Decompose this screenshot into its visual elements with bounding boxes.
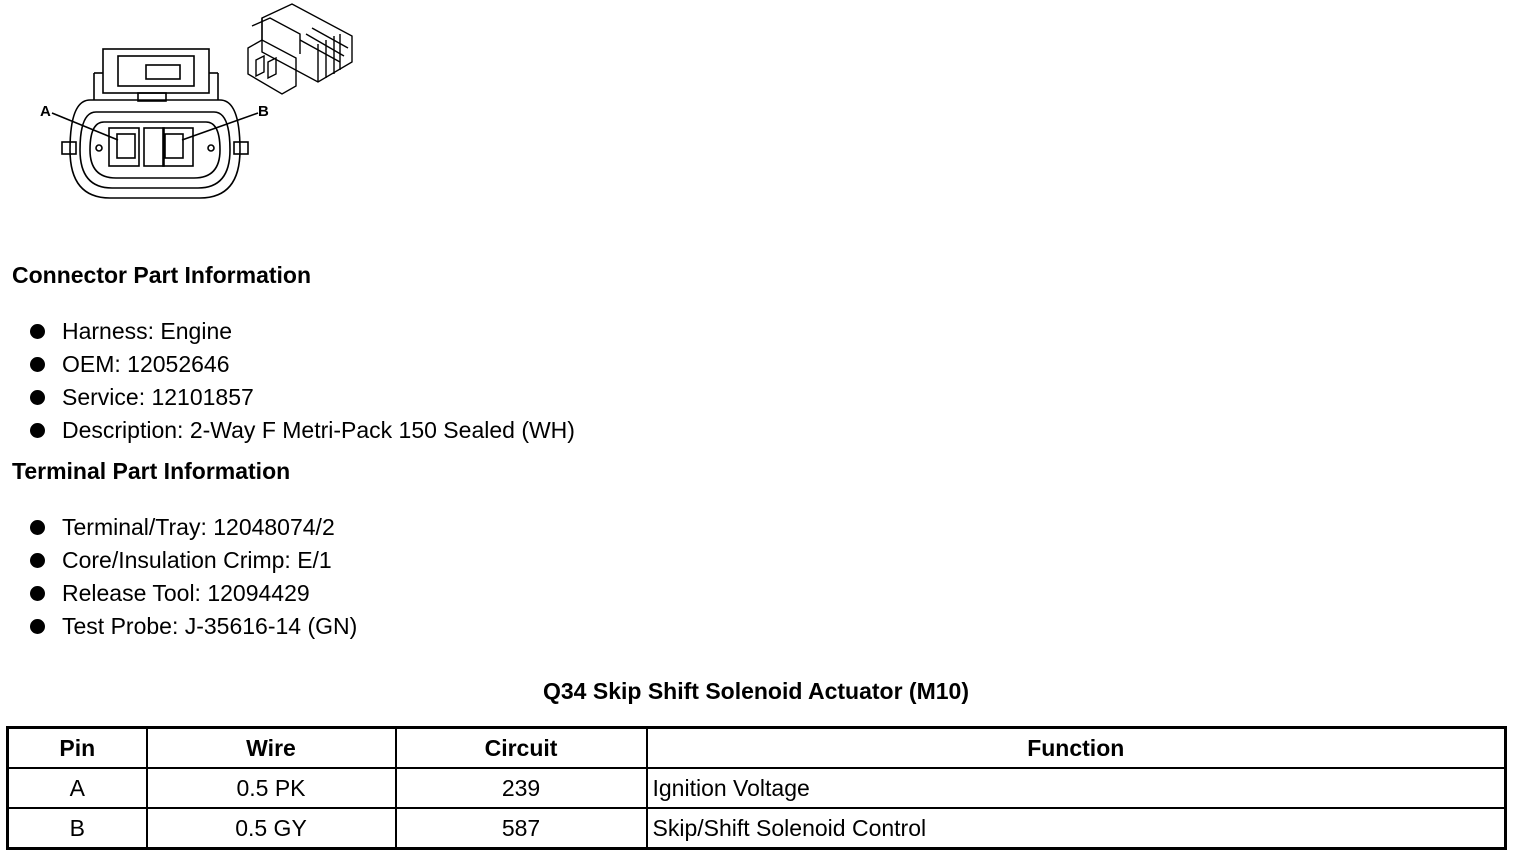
column-header-pin: Pin (8, 728, 147, 769)
cell-wire: 0.5 GY (147, 808, 396, 849)
bullet-icon (30, 324, 45, 339)
terminal-part-info-list (30, 511, 357, 643)
list-item: Test Probe: J-35616-14 (GN) (30, 610, 357, 643)
connector-part-info-list (30, 315, 575, 447)
list-item: Description: 2-Way F Metri-Pack 150 Sealed (WH) (30, 414, 575, 447)
connector-isometric-view (248, 4, 352, 94)
bullet-icon (30, 619, 45, 634)
connector-diagram (0, 0, 380, 220)
pin-label-b: B (258, 103, 269, 120)
pin-b-cavity (165, 134, 183, 158)
cell-pin: A (8, 768, 147, 808)
cell-circuit: 239 (396, 768, 647, 808)
list-item: Terminal/Tray: 12048074/2 (30, 511, 357, 544)
list-item: Service: 12101857 (30, 381, 575, 414)
cell-wire: 0.5 PK (147, 768, 396, 808)
column-header-wire: Wire (147, 728, 396, 769)
terminal-part-info-heading: Terminal Part Information (12, 458, 291, 484)
list-item: OEM: 12052646 (30, 348, 575, 381)
bullet-icon (30, 520, 45, 535)
pin-a-cavity (117, 134, 135, 158)
list-item: Harness: Engine (30, 315, 575, 348)
cell-circuit: 587 (396, 808, 647, 849)
list-item: Release Tool: 12094429 (30, 577, 357, 610)
cell-function: Skip/Shift Solenoid Control (647, 808, 1506, 849)
bullet-icon (30, 553, 45, 568)
bullet-icon (30, 390, 45, 405)
connector-part-info-heading: Connector Part Information (12, 262, 312, 288)
cell-function: Ignition Voltage (647, 768, 1506, 808)
table-row (8, 808, 1506, 849)
bullet-icon (30, 357, 45, 372)
cell-pin: B (8, 808, 147, 849)
bullet-icon (30, 586, 45, 601)
column-header-function: Function (647, 728, 1506, 769)
pin-label-a: A (40, 103, 51, 120)
list-item: Core/Insulation Crimp: E/1 (30, 544, 357, 577)
pinout-table (6, 726, 1507, 850)
table-title: Q34 Skip Shift Solenoid Actuator (M10) (543, 678, 969, 704)
table-header-row (8, 728, 1506, 769)
table-row (8, 768, 1506, 808)
column-header-circuit: Circuit (396, 728, 647, 769)
bullet-icon (30, 423, 45, 438)
